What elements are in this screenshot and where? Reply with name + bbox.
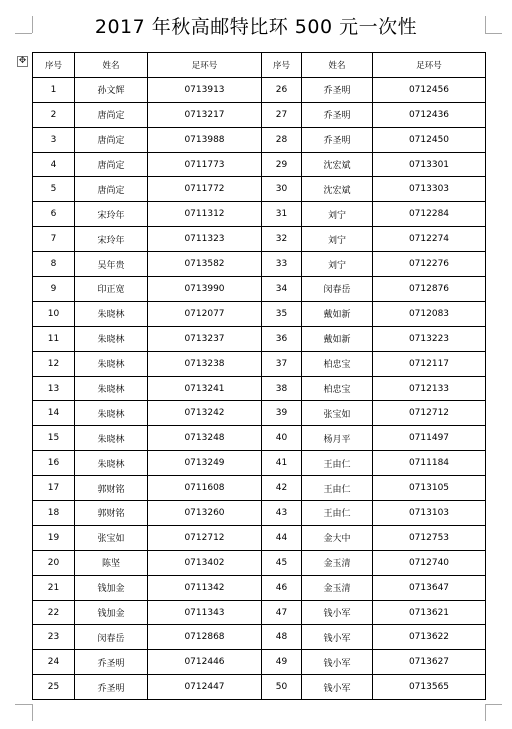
owner-name: 唐尚定 xyxy=(75,102,148,127)
owner-name: 钱小军 xyxy=(302,675,373,700)
crop-mark xyxy=(485,704,486,721)
row-number: 3 xyxy=(33,127,75,152)
row-number: 19 xyxy=(33,525,75,550)
ring-number: 0712436 xyxy=(373,102,486,127)
row-number: 43 xyxy=(262,501,302,526)
row-number: 27 xyxy=(262,102,302,127)
row-number: 28 xyxy=(262,127,302,152)
header-no: 序号 xyxy=(33,53,75,78)
ring-number: 0711312 xyxy=(148,202,262,227)
owner-name: 朱晓林 xyxy=(75,426,148,451)
row-number: 41 xyxy=(262,451,302,476)
owner-name: 戴如新 xyxy=(302,326,373,351)
owner-name: 钱小军 xyxy=(302,600,373,625)
row-number: 39 xyxy=(262,401,302,426)
document-title: 2017 年秋高邮特比环 500 元一次性 xyxy=(94,16,418,38)
roster-table xyxy=(32,52,486,700)
ring-number: 0712712 xyxy=(373,401,486,426)
owner-name: 乔圣明 xyxy=(75,675,148,700)
owner-name: 柏忠宝 xyxy=(302,376,373,401)
ring-number: 0711608 xyxy=(148,476,262,501)
ring-number: 0712077 xyxy=(148,301,262,326)
ring-number: 0712753 xyxy=(373,525,486,550)
ring-number: 0712274 xyxy=(373,227,486,252)
owner-name: 唐尚定 xyxy=(75,127,148,152)
crop-mark xyxy=(32,704,33,721)
row-number: 42 xyxy=(262,476,302,501)
row-number: 1 xyxy=(33,77,75,102)
table-row xyxy=(33,451,486,476)
owner-name: 朱晓林 xyxy=(75,401,148,426)
row-number: 49 xyxy=(262,650,302,675)
table-row xyxy=(33,650,486,675)
row-number: 18 xyxy=(33,501,75,526)
ring-number: 0713248 xyxy=(148,426,262,451)
table-row xyxy=(33,77,486,102)
row-number: 47 xyxy=(262,600,302,625)
table-row xyxy=(33,376,486,401)
ring-number: 0711184 xyxy=(373,451,486,476)
ring-number: 0713238 xyxy=(148,351,262,376)
owner-name: 朱晓林 xyxy=(75,451,148,476)
ring-number: 0713402 xyxy=(148,550,262,575)
row-number: 33 xyxy=(262,252,302,277)
table-row xyxy=(33,575,486,600)
ring-number: 0712117 xyxy=(373,351,486,376)
ring-number: 0712284 xyxy=(373,202,486,227)
ring-number: 0713627 xyxy=(373,650,486,675)
table-row xyxy=(33,550,486,575)
table-row xyxy=(33,152,486,177)
ring-number: 0711773 xyxy=(148,152,262,177)
ring-number: 0712133 xyxy=(373,376,486,401)
ring-number: 0713237 xyxy=(148,326,262,351)
ring-number: 0713223 xyxy=(373,326,486,351)
row-number: 25 xyxy=(33,675,75,700)
row-number: 37 xyxy=(262,351,302,376)
header-no: 序号 xyxy=(262,53,302,78)
owner-name: 朱晓林 xyxy=(75,326,148,351)
owner-name: 刘宁 xyxy=(302,227,373,252)
table-row xyxy=(33,277,486,302)
row-number: 30 xyxy=(262,177,302,202)
ring-number: 0711497 xyxy=(373,426,486,451)
ring-number: 0713913 xyxy=(148,77,262,102)
table-row xyxy=(33,351,486,376)
ring-number: 0711342 xyxy=(148,575,262,600)
ring-number: 0713622 xyxy=(373,625,486,650)
table-row xyxy=(33,625,486,650)
row-number: 35 xyxy=(262,301,302,326)
ring-number: 0711323 xyxy=(148,227,262,252)
row-number: 7 xyxy=(33,227,75,252)
table-row xyxy=(33,177,486,202)
ring-number: 0713217 xyxy=(148,102,262,127)
table-row xyxy=(33,600,486,625)
owner-name: 乔圣明 xyxy=(302,102,373,127)
owner-name: 朱晓林 xyxy=(75,376,148,401)
row-number: 36 xyxy=(262,326,302,351)
owner-name: 钱加金 xyxy=(75,600,148,625)
crop-mark xyxy=(485,704,502,705)
header-name: 姓名 xyxy=(75,53,148,78)
crop-mark xyxy=(15,704,32,705)
ring-number: 0713565 xyxy=(373,675,486,700)
owner-name: 柏忠宝 xyxy=(302,351,373,376)
owner-name: 宋玲年 xyxy=(75,202,148,227)
table-row xyxy=(33,675,486,700)
ring-number: 0711343 xyxy=(148,600,262,625)
owner-name: 闵春岳 xyxy=(75,625,148,650)
owner-name: 刘宁 xyxy=(302,252,373,277)
owner-name: 宋玲年 xyxy=(75,227,148,252)
row-number: 29 xyxy=(262,152,302,177)
row-number: 5 xyxy=(33,177,75,202)
row-number: 11 xyxy=(33,326,75,351)
table-row xyxy=(33,301,486,326)
row-number: 32 xyxy=(262,227,302,252)
row-number: 34 xyxy=(262,277,302,302)
row-number: 8 xyxy=(33,252,75,277)
row-number: 26 xyxy=(262,77,302,102)
ring-number: 0712740 xyxy=(373,550,486,575)
owner-name: 孙文辉 xyxy=(75,77,148,102)
row-number: 16 xyxy=(33,451,75,476)
owner-name: 乔圣明 xyxy=(75,650,148,675)
row-number: 2 xyxy=(33,102,75,127)
owner-name: 吴年贵 xyxy=(75,252,148,277)
owner-name: 张宝如 xyxy=(75,525,148,550)
ring-number: 0712446 xyxy=(148,650,262,675)
table-row xyxy=(33,127,486,152)
row-number: 24 xyxy=(33,650,75,675)
ring-number: 0712450 xyxy=(373,127,486,152)
row-number: 13 xyxy=(33,376,75,401)
table-row xyxy=(33,202,486,227)
row-number: 10 xyxy=(33,301,75,326)
table-row xyxy=(33,501,486,526)
owner-name: 朱晓林 xyxy=(75,351,148,376)
owner-name: 刘宁 xyxy=(302,202,373,227)
row-number: 6 xyxy=(33,202,75,227)
table-row xyxy=(33,326,486,351)
ring-number: 0713105 xyxy=(373,476,486,501)
ring-number: 0713301 xyxy=(373,152,486,177)
row-number: 23 xyxy=(33,625,75,650)
ring-number: 0713988 xyxy=(148,127,262,152)
owner-name: 印正宽 xyxy=(75,277,148,302)
row-number: 15 xyxy=(33,426,75,451)
owner-name: 沈宏斌 xyxy=(302,152,373,177)
row-number: 38 xyxy=(262,376,302,401)
row-number: 9 xyxy=(33,277,75,302)
row-number: 20 xyxy=(33,550,75,575)
owner-name: 朱晓林 xyxy=(75,301,148,326)
table-row xyxy=(33,476,486,501)
owner-name: 郭财铭 xyxy=(75,501,148,526)
owner-name: 张宝如 xyxy=(302,401,373,426)
row-number: 21 xyxy=(33,575,75,600)
owner-name: 乔圣明 xyxy=(302,77,373,102)
owner-name: 戴如新 xyxy=(302,301,373,326)
ring-number: 0712083 xyxy=(373,301,486,326)
owner-name: 闵春岳 xyxy=(302,277,373,302)
ring-number: 0713582 xyxy=(148,252,262,277)
ring-number: 0712868 xyxy=(148,625,262,650)
owner-name: 钱小军 xyxy=(302,650,373,675)
header-ring: 足环号 xyxy=(148,53,262,78)
row-number: 4 xyxy=(33,152,75,177)
row-number: 40 xyxy=(262,426,302,451)
owner-name: 金大中 xyxy=(302,525,373,550)
ring-number: 0713260 xyxy=(148,501,262,526)
table-row xyxy=(33,252,486,277)
ring-number: 0713303 xyxy=(373,177,486,202)
row-number: 46 xyxy=(262,575,302,600)
table-row xyxy=(33,426,486,451)
row-number: 14 xyxy=(33,401,75,426)
ring-number: 0713647 xyxy=(373,575,486,600)
row-number: 22 xyxy=(33,600,75,625)
owner-name: 杨月平 xyxy=(302,426,373,451)
owner-name: 乔圣明 xyxy=(302,127,373,152)
row-number: 48 xyxy=(262,625,302,650)
ring-number: 0712456 xyxy=(373,77,486,102)
table-row xyxy=(33,525,486,550)
owner-name: 钱小军 xyxy=(302,625,373,650)
owner-name: 唐尚定 xyxy=(75,152,148,177)
owner-name: 王由仁 xyxy=(302,451,373,476)
ring-number: 0713242 xyxy=(148,401,262,426)
ring-number: 0711772 xyxy=(148,177,262,202)
header-name: 姓名 xyxy=(302,53,373,78)
table-header-row xyxy=(33,53,486,78)
table-row xyxy=(33,227,486,252)
move-cross-icon[interactable]: ✥ xyxy=(18,56,27,66)
row-number: 31 xyxy=(262,202,302,227)
owner-name: 王由仁 xyxy=(302,501,373,526)
row-number: 44 xyxy=(262,525,302,550)
owner-name: 钱加金 xyxy=(75,575,148,600)
ring-number: 0713990 xyxy=(148,277,262,302)
ring-number: 0712712 xyxy=(148,525,262,550)
ring-number: 0713241 xyxy=(148,376,262,401)
owner-name: 郭财铭 xyxy=(75,476,148,501)
ring-number: 0713249 xyxy=(148,451,262,476)
table-row xyxy=(33,102,486,127)
owner-name: 唐尚定 xyxy=(75,177,148,202)
owner-name: 王由仁 xyxy=(302,476,373,501)
row-number: 50 xyxy=(262,675,302,700)
owner-name: 沈宏斌 xyxy=(302,177,373,202)
owner-name: 金玉清 xyxy=(302,550,373,575)
ring-number: 0713103 xyxy=(373,501,486,526)
header-ring: 足环号 xyxy=(373,53,486,78)
row-number: 12 xyxy=(33,351,75,376)
ring-number: 0712876 xyxy=(373,277,486,302)
ring-number: 0712276 xyxy=(373,252,486,277)
ring-number: 0712447 xyxy=(148,675,262,700)
row-number: 17 xyxy=(33,476,75,501)
row-number: 45 xyxy=(262,550,302,575)
table-row xyxy=(33,401,486,426)
owner-name: 陈坚 xyxy=(75,550,148,575)
owner-name: 金玉清 xyxy=(302,575,373,600)
ring-number: 0713621 xyxy=(373,600,486,625)
